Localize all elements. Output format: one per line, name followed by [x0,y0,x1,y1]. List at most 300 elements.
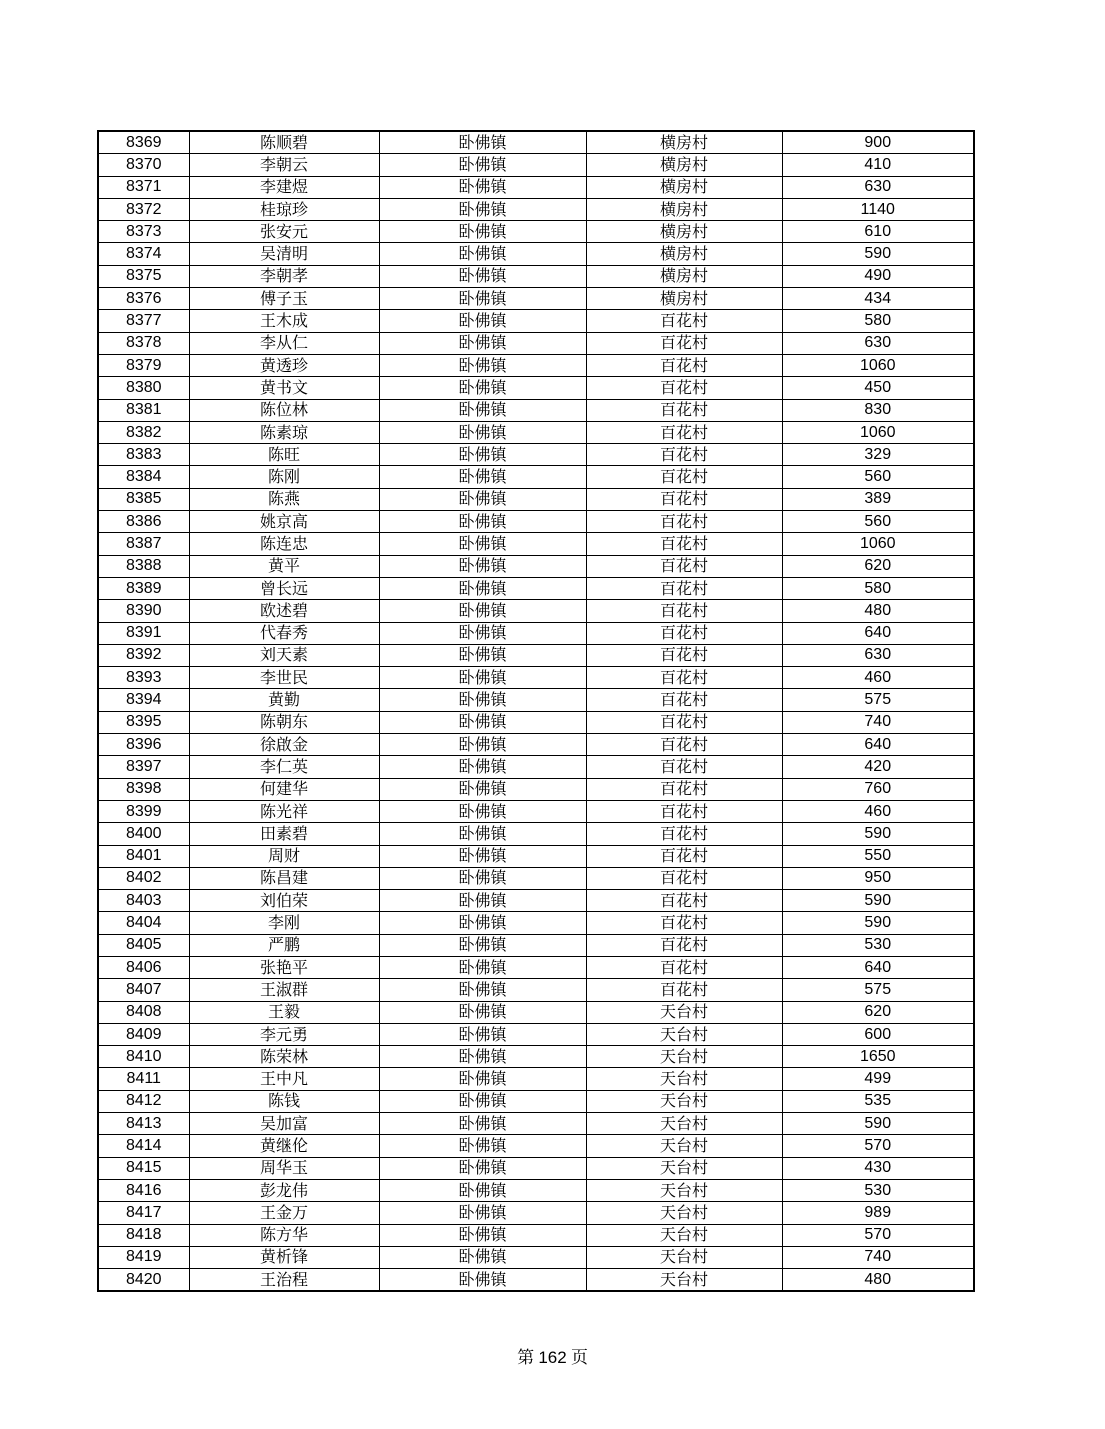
town-cell: 卧佛镇 [379,1068,586,1090]
table-body [98,131,974,1291]
table-row [98,890,974,912]
town-cell: 卧佛镇 [379,934,586,956]
village-cell: 横房村 [586,154,782,176]
village-cell: 天台村 [586,1269,782,1292]
amount-cell: 530 [782,934,974,956]
village-cell: 百花村 [586,332,782,354]
town-cell: 卧佛镇 [379,644,586,666]
name-cell: 陈连忠 [189,533,379,555]
row-id-cell: 8392 [98,644,189,666]
town-cell: 卧佛镇 [379,689,586,711]
name-cell: 黄平 [189,555,379,577]
village-cell: 百花村 [586,979,782,1001]
name-cell: 欧述碧 [189,600,379,622]
amount-cell: 480 [782,1269,974,1292]
page-label-suffix: 页 [570,1348,588,1368]
amount-cell: 550 [782,845,974,867]
name-cell: 代春秀 [189,622,379,644]
name-cell: 李刚 [189,912,379,934]
table-row [98,756,974,778]
amount-cell: 430 [782,1157,974,1179]
village-cell: 横房村 [586,243,782,265]
village-cell: 百花村 [586,354,782,376]
table-row [98,734,974,756]
amount-cell: 590 [782,890,974,912]
name-cell: 陈位林 [189,399,379,421]
name-cell: 陈光祥 [189,800,379,822]
amount-cell: 570 [782,1135,974,1157]
name-cell: 周华玉 [189,1157,379,1179]
name-cell: 王中凡 [189,1068,379,1090]
table-row [98,956,974,978]
amount-cell: 640 [782,622,974,644]
name-cell: 王治程 [189,1269,379,1292]
amount-cell: 830 [782,399,974,421]
amount-cell: 620 [782,555,974,577]
amount-cell: 640 [782,734,974,756]
town-cell: 卧佛镇 [379,979,586,1001]
village-cell: 百花村 [586,421,782,443]
town-cell: 卧佛镇 [379,1224,586,1246]
amount-cell: 590 [782,823,974,845]
town-cell: 卧佛镇 [379,1269,586,1292]
town-cell: 卧佛镇 [379,421,586,443]
row-id-cell: 8401 [98,845,189,867]
village-cell: 百花村 [586,622,782,644]
town-cell: 卧佛镇 [379,756,586,778]
town-cell: 卧佛镇 [379,956,586,978]
village-cell: 天台村 [586,1023,782,1045]
village-cell: 百花村 [586,778,782,800]
village-cell: 百花村 [586,912,782,934]
town-cell: 卧佛镇 [379,131,586,154]
name-cell: 李朝云 [189,154,379,176]
town-cell: 卧佛镇 [379,1090,586,1112]
village-cell: 天台村 [586,1090,782,1112]
row-id-cell: 8378 [98,332,189,354]
village-cell: 百花村 [586,667,782,689]
amount-cell: 989 [782,1202,974,1224]
table-row [98,912,974,934]
row-id-cell: 8381 [98,399,189,421]
amount-cell: 620 [782,1001,974,1023]
town-cell: 卧佛镇 [379,622,586,644]
table-row [98,1001,974,1023]
name-cell: 严鹏 [189,934,379,956]
village-cell: 百花村 [586,577,782,599]
table-row [98,667,974,689]
row-id-cell: 8406 [98,956,189,978]
name-cell: 徐啟金 [189,734,379,756]
row-id-cell: 8395 [98,711,189,733]
table-row [98,800,974,822]
table-row [98,511,974,533]
village-cell: 百花村 [586,890,782,912]
town-cell: 卧佛镇 [379,154,586,176]
row-id-cell: 8376 [98,288,189,310]
village-cell: 百花村 [586,934,782,956]
row-id-cell: 8407 [98,979,189,1001]
table-row [98,1246,974,1268]
row-id-cell: 8386 [98,511,189,533]
row-id-cell: 8371 [98,176,189,198]
table-row [98,1023,974,1045]
row-id-cell: 8412 [98,1090,189,1112]
name-cell: 陈刚 [189,466,379,488]
town-cell: 卧佛镇 [379,198,586,220]
row-id-cell: 8385 [98,488,189,510]
row-id-cell: 8416 [98,1179,189,1201]
table-row [98,1068,974,1090]
town-cell: 卧佛镇 [379,1001,586,1023]
town-cell: 卧佛镇 [379,600,586,622]
name-cell: 陈朝东 [189,711,379,733]
name-cell: 黄继伦 [189,1135,379,1157]
name-cell: 李从仁 [189,332,379,354]
amount-cell: 434 [782,288,974,310]
table-row [98,823,974,845]
village-cell: 百花村 [586,845,782,867]
amount-cell: 1060 [782,421,974,443]
village-cell: 天台村 [586,1179,782,1201]
row-id-cell: 8384 [98,466,189,488]
town-cell: 卧佛镇 [379,734,586,756]
table-row [98,711,974,733]
village-cell: 百花村 [586,823,782,845]
amount-cell: 389 [782,488,974,510]
row-id-cell: 8397 [98,756,189,778]
town-cell: 卧佛镇 [379,243,586,265]
row-id-cell: 8389 [98,577,189,599]
town-cell: 卧佛镇 [379,823,586,845]
row-id-cell: 8420 [98,1269,189,1292]
amount-cell: 630 [782,176,974,198]
table-row [98,399,974,421]
village-cell: 百花村 [586,533,782,555]
table-row [98,1269,974,1292]
name-cell: 张安元 [189,221,379,243]
table-row [98,221,974,243]
amount-cell: 530 [782,1179,974,1201]
name-cell: 吴加富 [189,1113,379,1135]
table-row [98,377,974,399]
amount-cell: 1650 [782,1046,974,1068]
amount-cell: 1060 [782,533,974,555]
name-cell: 黄透珍 [189,354,379,376]
row-id-cell: 8391 [98,622,189,644]
name-cell: 张艳平 [189,956,379,978]
town-cell: 卧佛镇 [379,288,586,310]
row-id-cell: 8373 [98,221,189,243]
town-cell: 卧佛镇 [379,1202,586,1224]
amount-cell: 410 [782,154,974,176]
table-row [98,1202,974,1224]
table-row [98,1224,974,1246]
row-id-cell: 8375 [98,265,189,287]
row-id-cell: 8419 [98,1246,189,1268]
village-cell: 百花村 [586,867,782,889]
town-cell: 卧佛镇 [379,800,586,822]
table-row [98,1157,974,1179]
village-cell: 天台村 [586,1001,782,1023]
village-cell: 百花村 [586,711,782,733]
name-cell: 王金万 [189,1202,379,1224]
row-id-cell: 8411 [98,1068,189,1090]
amount-cell: 590 [782,243,974,265]
row-id-cell: 8418 [98,1224,189,1246]
amount-cell: 450 [782,377,974,399]
name-cell: 陈钱 [189,1090,379,1112]
name-cell: 陈顺碧 [189,131,379,154]
village-cell: 天台村 [586,1224,782,1246]
village-cell: 天台村 [586,1157,782,1179]
row-id-cell: 8387 [98,533,189,555]
town-cell: 卧佛镇 [379,265,586,287]
row-id-cell: 8414 [98,1135,189,1157]
amount-cell: 499 [782,1068,974,1090]
village-cell: 横房村 [586,221,782,243]
village-cell: 百花村 [586,689,782,711]
table-row [98,421,974,443]
name-cell: 桂琼珍 [189,198,379,220]
row-id-cell: 8369 [98,131,189,154]
amount-cell: 560 [782,466,974,488]
village-cell: 天台村 [586,1113,782,1135]
name-cell: 陈素琼 [189,421,379,443]
table-row [98,622,974,644]
table-row [98,934,974,956]
amount-cell: 329 [782,444,974,466]
town-cell: 卧佛镇 [379,221,586,243]
page-number: 162 [538,1348,567,1367]
row-id-cell: 8370 [98,154,189,176]
table-row [98,778,974,800]
row-id-cell: 8374 [98,243,189,265]
table-row [98,644,974,666]
town-cell: 卧佛镇 [379,533,586,555]
town-cell: 卧佛镇 [379,377,586,399]
name-cell: 曾长远 [189,577,379,599]
village-cell: 百花村 [586,600,782,622]
table-row [98,265,974,287]
town-cell: 卧佛镇 [379,399,586,421]
table-row [98,1179,974,1201]
row-id-cell: 8372 [98,198,189,220]
town-cell: 卧佛镇 [379,1023,586,1045]
village-cell: 百花村 [586,756,782,778]
amount-cell: 580 [782,577,974,599]
name-cell: 王淑群 [189,979,379,1001]
table-row [98,154,974,176]
town-cell: 卧佛镇 [379,711,586,733]
name-cell: 吴清明 [189,243,379,265]
table-row [98,198,974,220]
village-cell: 百花村 [586,444,782,466]
table-row [98,310,974,332]
row-id-cell: 8394 [98,689,189,711]
village-cell: 百花村 [586,310,782,332]
name-cell: 李朝孝 [189,265,379,287]
amount-cell: 950 [782,867,974,889]
town-cell: 卧佛镇 [379,1246,586,1268]
row-id-cell: 8398 [98,778,189,800]
row-id-cell: 8377 [98,310,189,332]
village-cell: 百花村 [586,555,782,577]
village-cell: 百花村 [586,377,782,399]
name-cell: 田素碧 [189,823,379,845]
town-cell: 卧佛镇 [379,332,586,354]
amount-cell: 630 [782,332,974,354]
amount-cell: 740 [782,1246,974,1268]
village-cell: 天台村 [586,1135,782,1157]
amount-cell: 760 [782,778,974,800]
row-id-cell: 8408 [98,1001,189,1023]
row-id-cell: 8393 [98,667,189,689]
town-cell: 卧佛镇 [379,667,586,689]
village-cell: 天台村 [586,1246,782,1268]
row-id-cell: 8404 [98,912,189,934]
village-cell: 百花村 [586,488,782,510]
amount-cell: 580 [782,310,974,332]
table-row [98,600,974,622]
row-id-cell: 8410 [98,1046,189,1068]
village-cell: 横房村 [586,265,782,287]
town-cell: 卧佛镇 [379,1157,586,1179]
table-row [98,689,974,711]
town-cell: 卧佛镇 [379,176,586,198]
row-id-cell: 8403 [98,890,189,912]
row-id-cell: 8379 [98,354,189,376]
town-cell: 卧佛镇 [379,511,586,533]
table-row [98,444,974,466]
table-row [98,243,974,265]
name-cell: 王毅 [189,1001,379,1023]
amount-cell: 570 [782,1224,974,1246]
name-cell: 黄析锋 [189,1246,379,1268]
row-id-cell: 8383 [98,444,189,466]
name-cell: 傅子玉 [189,288,379,310]
table-row [98,533,974,555]
amount-cell: 420 [782,756,974,778]
amount-cell: 610 [782,221,974,243]
amount-cell: 590 [782,1113,974,1135]
amount-cell: 460 [782,800,974,822]
name-cell: 刘天素 [189,644,379,666]
amount-cell: 600 [782,1023,974,1045]
table-row [98,555,974,577]
row-id-cell: 8413 [98,1113,189,1135]
village-cell: 横房村 [586,131,782,154]
name-cell: 姚京高 [189,511,379,533]
amount-cell: 480 [782,600,974,622]
row-id-cell: 8396 [98,734,189,756]
town-cell: 卧佛镇 [379,310,586,332]
village-cell: 百花村 [586,956,782,978]
village-cell: 天台村 [586,1068,782,1090]
village-cell: 百花村 [586,511,782,533]
name-cell: 李建煜 [189,176,379,198]
amount-cell: 535 [782,1090,974,1112]
amount-cell: 640 [782,956,974,978]
town-cell: 卧佛镇 [379,1179,586,1201]
amount-cell: 575 [782,689,974,711]
table-row [98,1135,974,1157]
village-cell: 天台村 [586,1202,782,1224]
amount-cell: 590 [782,912,974,934]
row-id-cell: 8400 [98,823,189,845]
village-cell: 百花村 [586,466,782,488]
table-row [98,354,974,376]
village-cell: 横房村 [586,176,782,198]
name-cell: 刘伯荣 [189,890,379,912]
town-cell: 卧佛镇 [379,488,586,510]
village-cell: 横房村 [586,288,782,310]
row-id-cell: 8382 [98,421,189,443]
row-id-cell: 8402 [98,867,189,889]
village-cell: 百花村 [586,734,782,756]
data-table [97,130,975,1292]
row-id-cell: 8390 [98,600,189,622]
table-row [98,1046,974,1068]
town-cell: 卧佛镇 [379,912,586,934]
name-cell: 陈方华 [189,1224,379,1246]
town-cell: 卧佛镇 [379,890,586,912]
table-row [98,288,974,310]
village-cell: 天台村 [586,1046,782,1068]
name-cell: 李仁英 [189,756,379,778]
amount-cell: 740 [782,711,974,733]
table-row [98,867,974,889]
town-cell: 卧佛镇 [379,466,586,488]
table-row [98,131,974,154]
table-row [98,466,974,488]
town-cell: 卧佛镇 [379,778,586,800]
town-cell: 卧佛镇 [379,354,586,376]
table-row [98,845,974,867]
page-footer [0,1343,1105,1368]
town-cell: 卧佛镇 [379,1046,586,1068]
town-cell: 卧佛镇 [379,867,586,889]
town-cell: 卧佛镇 [379,577,586,599]
town-cell: 卧佛镇 [379,1113,586,1135]
name-cell: 周财 [189,845,379,867]
town-cell: 卧佛镇 [379,845,586,867]
row-id-cell: 8409 [98,1023,189,1045]
name-cell: 彭龙伟 [189,1179,379,1201]
row-id-cell: 8388 [98,555,189,577]
table-row [98,1113,974,1135]
table-row [98,488,974,510]
amount-cell: 630 [782,644,974,666]
town-cell: 卧佛镇 [379,555,586,577]
name-cell: 黄书文 [189,377,379,399]
table-row [98,1090,974,1112]
row-id-cell: 8399 [98,800,189,822]
amount-cell: 1140 [782,198,974,220]
table-row [98,577,974,599]
amount-cell: 460 [782,667,974,689]
row-id-cell: 8417 [98,1202,189,1224]
town-cell: 卧佛镇 [379,444,586,466]
amount-cell: 900 [782,131,974,154]
row-id-cell: 8380 [98,377,189,399]
name-cell: 陈旺 [189,444,379,466]
town-cell: 卧佛镇 [379,1135,586,1157]
amount-cell: 490 [782,265,974,287]
amount-cell: 560 [782,511,974,533]
village-cell: 百花村 [586,800,782,822]
amount-cell: 1060 [782,354,974,376]
